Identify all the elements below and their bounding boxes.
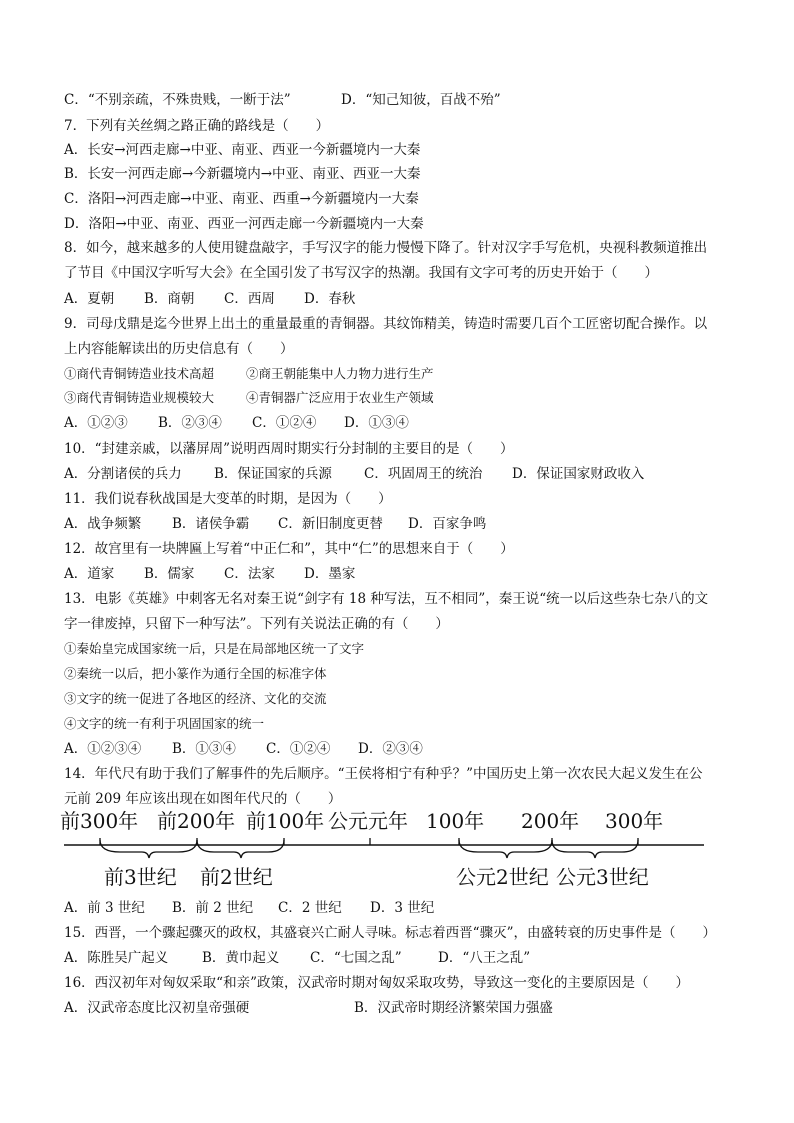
- brace-ad3-century: [552, 840, 638, 858]
- century-label-bc2: 前2世纪: [200, 865, 273, 889]
- q13-item-2: ②秦统一以后，把小篆作为通行全国的标准字体: [64, 666, 327, 681]
- option-d: D．3 世纪: [370, 900, 435, 916]
- option-a: A．夏朝: [64, 291, 115, 307]
- year-label-bc300: 前300年: [60, 809, 139, 833]
- option-b: B．汉武帝时期经济繁荣国力强盛: [354, 1000, 553, 1016]
- q13-item-4: ④文字的统一有利于巩固国家的统一: [64, 716, 265, 731]
- q14-stem-line1: 14．年代尺有助于我们了解事件的先后顺序。“王侯将相宁有种乎？”中国历史上第一次农民大起义发生在公: [64, 766, 703, 782]
- q13-stem-line1: 13．电影《英雄》中刺客无名对秦王说“剑字有 18 种写法，互不相同”，秦王说“统一以后这些杂七杂八的文: [64, 591, 709, 607]
- item-3: ③商代青铜铸造业规模较大: [64, 390, 215, 405]
- option-b: B．①③④: [172, 741, 236, 757]
- option-d: D．保证国家财政收入: [512, 466, 645, 482]
- option-d: D．②③④: [358, 741, 423, 757]
- year-label-ad200: 200年: [521, 809, 580, 833]
- item-4: ④青铜器广泛应用于农业生产领域: [246, 390, 434, 405]
- item-1: ①商代青铜铸造业技术高超: [64, 366, 215, 381]
- brace-bc2-century: [197, 840, 284, 858]
- timeline-ruler: [60, 808, 710, 894]
- option-c: C．①②④: [252, 415, 317, 431]
- option-b: B．保证国家的兵源: [214, 466, 332, 482]
- q7-stem: 7．下列有关丝绸之路正确的路线是（ ）: [64, 118, 330, 134]
- q15-stem: 15．西晋，一个骤起骤灭的政权，其盛衰兴亡耐人寻味。标志着西晋“骤灭”，由盛转衰的历史事件是（ ）: [64, 925, 716, 941]
- option-a: A．前 3 世纪: [64, 900, 145, 916]
- q9-items-34: [64, 388, 434, 408]
- option-c: C．2 世纪: [278, 900, 342, 916]
- q7-option-b: B．长安一河西走廊→今新疆境内→中亚、南亚、西亚一大秦: [64, 166, 421, 182]
- q13-item-1: ①秦始皇完成国家统一后，只是在局部地区统一了文字: [64, 641, 365, 656]
- option-c: C．新旧制度更替: [278, 516, 383, 532]
- option-d: D．“知己知彼，百战不殆”: [341, 92, 501, 108]
- q9-items-12: [64, 364, 434, 384]
- q12-stem: 12．故宫里有一块牌匾上写着“中正仁和”，其中“仁”的思想来自于（ ）: [64, 541, 514, 557]
- year-label-bc200: 前200年: [157, 809, 236, 833]
- q7-option-d: D．洛阳→中亚、南亚、西亚一河西走廊一今新疆境内一大秦: [64, 216, 424, 232]
- brace-ad2-century: [459, 840, 552, 858]
- option-b: B．②③④: [158, 415, 222, 431]
- option-b: B．诸侯争霸: [172, 516, 250, 532]
- q13-item-3: ③文字的统一促进了各地区的经济、文化的交流: [64, 691, 327, 706]
- option-a: A．①②③: [64, 415, 128, 431]
- year-label-ad100: 100年: [426, 809, 485, 833]
- option-d: D．百家争鸣: [408, 516, 487, 532]
- option-b: B．儒家: [144, 566, 195, 582]
- option-a: A．陈胜吴广起义: [64, 950, 169, 966]
- option-d: D．①③④: [344, 415, 409, 431]
- q11-stem: 11．我们说春秋战国是大变革的时期，是因为（ ）: [64, 491, 392, 507]
- century-label-ad3: 公元3世纪: [556, 865, 649, 889]
- q13-stem-line2: 字一律废掉，只留下一种写法”。下列有关说法正确的有（ ）: [64, 616, 449, 632]
- item-2: ②商王朝能集中人力物力进行生产: [246, 366, 434, 381]
- option-c: C．巩固周王的统治: [364, 466, 483, 482]
- option-a: A．战争频繁: [64, 516, 142, 532]
- q8-stem-line1: 8．如今，越来越多的人使用键盘敲字，手写汉字的能力慢慢下降了。针对汉字手写危机，央视科教频道推出: [64, 240, 708, 256]
- year-label-ad300: 300年: [605, 809, 664, 833]
- q8-stem-line2: 了节目《中国汉字听写大会》在全国引发了书写汉字的热潮。我国有文字可考的历史开始于（ ）: [64, 265, 658, 281]
- q9-stem-line2: 上内容能解读出的历史信息有（ ）: [64, 341, 294, 357]
- option-c: C．西周: [224, 291, 275, 307]
- q7-option-c: C．洛阳→河西走廊→中亚、南亚、西重→今新疆境内一大秦: [64, 191, 419, 207]
- q10-stem: 10．“封建亲戚，以藩屏周”说明西周时期实行分封制的主要目的是（ ）: [64, 441, 514, 457]
- option-a: A．分割诸侯的兵力: [64, 466, 182, 482]
- option-a: A．①②③④: [64, 741, 142, 757]
- year-label-ad0: 公元元年: [328, 809, 408, 833]
- brace-bc3-century: [100, 840, 197, 858]
- option-d: D．“八王之乱”: [438, 950, 531, 966]
- century-label-ad2: 公元2世纪: [456, 865, 549, 889]
- option-d: D．春秋: [304, 291, 356, 307]
- option-c: C．“不别亲疏，不殊贵贱，一断于法”: [64, 92, 291, 108]
- option-a: A．汉武帝态度比汉初皇帝强硬: [64, 1000, 250, 1016]
- q9-stem-line1: 9．司母戊鼎是迄今世界上出土的重量最重的青铜器。其纹饰精美，铸造时需要几百个工匠密切配合操作。以: [64, 316, 708, 332]
- option-a: A．道家: [64, 566, 115, 582]
- option-c: C．法家: [224, 566, 275, 582]
- q14-stem-line2: 元前 209 年应该出现在如图年代尺的（ ）: [64, 791, 342, 807]
- q16-stem: 16．西汉初年对匈奴采取“和亲”政策，汉武帝时期对匈奴采取攻势，导致这一变化的主要原因是（ ）: [64, 975, 689, 991]
- option-b: B．黄巾起义: [202, 950, 280, 966]
- option-b: B．前 2 世纪: [172, 900, 254, 916]
- option-b: B．商朝: [144, 291, 195, 307]
- q7-option-a: A．长安→河西走廊→中亚、南亚、西亚一今新疆境内一大秦: [64, 142, 421, 158]
- year-label-bc100: 前100年: [246, 809, 325, 833]
- q6-options-cd: [64, 90, 501, 110]
- option-c: C．“七国之乱”: [310, 950, 402, 966]
- option-d: D．墨家: [304, 566, 356, 582]
- century-label-bc3: 前3世纪: [104, 865, 177, 889]
- option-c: C．①②④: [266, 741, 331, 757]
